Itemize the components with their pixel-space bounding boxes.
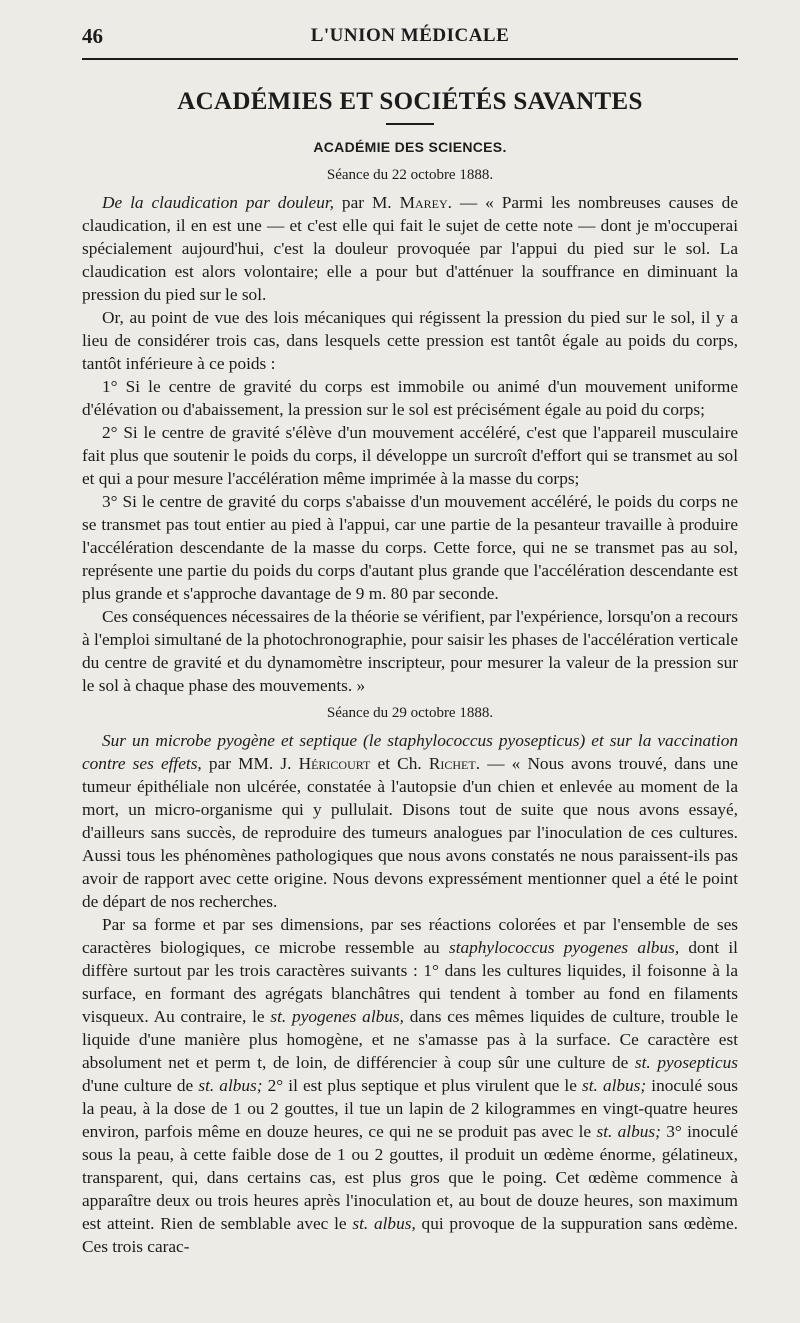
species-name: st. albus; <box>596 1122 661 1141</box>
author-richet: Richet <box>428 754 476 773</box>
author-hericourt: Héricourt <box>298 754 371 773</box>
page-number: 46 <box>82 24 103 48</box>
case-1: 1° Si le centre de gravité du corps est immobile ou animé d'un mouvement uniforme d'élévation ou d'abaissement, la pression sur le sol est précisément égale au poid du corps; <box>82 377 738 419</box>
species-name: staphylococcus pyogenes albus, <box>448 938 680 957</box>
text-run: d'une culture de <box>82 1076 199 1095</box>
species-name: st. albus; <box>198 1076 263 1095</box>
species-name: st. albus; <box>581 1076 647 1095</box>
text-run: dont il diffère surtout par les trois caractères suivants : 1° dans les cultures liquides, il foisonne à la surface, en formant des agrégats blanchâtres qui tendent à tomber au fond en filaments visqueux. Au contraire, le <box>82 938 738 1026</box>
text-run: 2° il est plus septique et plus virulent que le <box>262 1076 582 1095</box>
article-2-paragraph-2 <box>82 913 738 1258</box>
journal-title: L'UNION MÉDICALE <box>310 25 510 46</box>
text-run: qui provoque de la suppuration sans œdème. Ces trois carac- <box>82 1214 738 1256</box>
author-conjunction: et Ch. <box>370 754 429 773</box>
text-run: inoculé sous la peau, à la dose de 1 ou 2 gouttes, il tue un lapin de 2 kilogrammes en vingt-quatre heures environ, parfois même en douze heures, ce qui ne se produit pas avec le <box>82 1076 738 1141</box>
section-title: ACADÉMIES ET SOCIÉTÉS SAVANTES <box>177 88 643 115</box>
article-1-intro <box>82 191 738 306</box>
species-name: st. pyosepticus <box>634 1053 738 1072</box>
author-marey: Marey <box>399 193 448 212</box>
academy-heading: ACADÉMIE DES SCIENCES. <box>313 139 507 155</box>
article-2-title: Sur un microbe pyogène et septique (le staphylococcus pyosepticus) et sur la vaccination contre ses effets, <box>82 731 738 773</box>
article-1-intro-text: . — « Parmi les nombreuses causes de claudication, il en est une — et c'est elle qui fait le sujet de cette note — dont je m'occuperai spécialement aujourd'hui, c'est la douleur provoquée par l'appui du pied sur le sol. La claudication est alors volontaire; elle a pour but d'atténuer la souffrance en diminuant la pression du pied sur le sol. <box>82 193 738 304</box>
case-2: 2° Si le centre de gravité s'élève d'un mouvement accéléré, c'est que l'appareil musculaire fait plus que soutenir le poids du corps, il développe un surcroît d'effort qui se transmet au sol et qui a pour mesure l'accélération même imprimée à la masse du corps; <box>82 423 738 488</box>
session-date-1: Séance du 22 octobre 1888. <box>326 167 494 183</box>
species-name: st. pyogenes albus, <box>270 1007 404 1026</box>
running-head <box>82 0 738 58</box>
article-1-paragraph-2: Or, au point de vue des lois mécaniques qui régissent la pression du pied sur le sol, il y a lieu de considérer trois cas, dans lesquels cette pression est tantôt égale au poids du corps, tantôt inférieure à ce poids : <box>82 308 738 373</box>
article-1-title: De la claudication par douleur, <box>102 193 334 212</box>
article-1-conclusion: Ces conséquences nécessaires de la théorie se vérifient, par l'expérience, lorsqu'on a recours à l'emploi simultané de la photochronographie, pour saisir les phases de l'accélération verticale du centre de gravité et du dynamomètre inscripteur, pour mesurer la valeur de la pression sur le sol à chaque phase des mouvements. » <box>82 607 738 695</box>
title-divider <box>386 123 434 125</box>
author-prefix: par MM. J. <box>201 754 299 773</box>
author-prefix: par M. <box>333 193 400 212</box>
article-2-intro <box>82 729 738 913</box>
text-run: dans ces mêmes liquides de culture, trouble le liquide d'une manière plus homogène, et ne s'amasse pas à la surface. Ce caractère est absolument net et perm t, de loin, de différencier à coup sûr une culture de <box>82 1007 738 1072</box>
text-run: 3° inoculé sous la peau, à cette faible dose de 1 ou 2 gouttes, il produit un œdème énorme, gélatineux, transparent, qui, dans certains cas, est plus gros que le poing. Cet œdème commence à apparaître deux ou trois heures après l'inoculation et, au bout de douze heures, son maximum est atteint. Rien de semblable avec le <box>82 1122 738 1233</box>
case-3: 3° Si le centre de gravité du corps s'abaisse d'un mouvement accéléré, le poids du corps ne se transmet pas tout entier au pied à l'appui, car une partie de la pesanteur travaille à produire l'accélération descendante de la masse du corps. Cette force, qui ne se transmet pas au sol, représente une partie du poids du corps d'autant plus grande que l'accélération descendante est plus grande et s'approche davantage de 9 m. 80 par seconde. <box>82 492 738 603</box>
article-2-intro-text: . — « Nous avons trouvé, dans une tumeur épithéliale non ulcérée, constatée à l'autopsie d'un chien et enlevée au moment de la mort, un micro-organisme qui y pullulait. Disons tout de suite que nous avons essayé, d'ailleurs sans succès, de reproduire des tumeurs analogues par l'inoculation de ces cultures. Aussi tous les phénomènes pathologiques que nous avons constatés ne nous paraissent-ils pas avoir de rapport avec cette origine. Nous devons expressément mentionner quel a été le point de départ de nos recherches. <box>82 754 739 911</box>
text-run: Par sa forme et par ses dimensions, par ses réactions colorées et par l'ensemble de ses caractères biologiques, ce microbe ressemble au <box>82 915 738 957</box>
header-rule <box>82 58 738 60</box>
session-date-2: Séance du 29 octobre 1888. <box>326 705 494 721</box>
species-name: st. albus, <box>352 1214 416 1233</box>
